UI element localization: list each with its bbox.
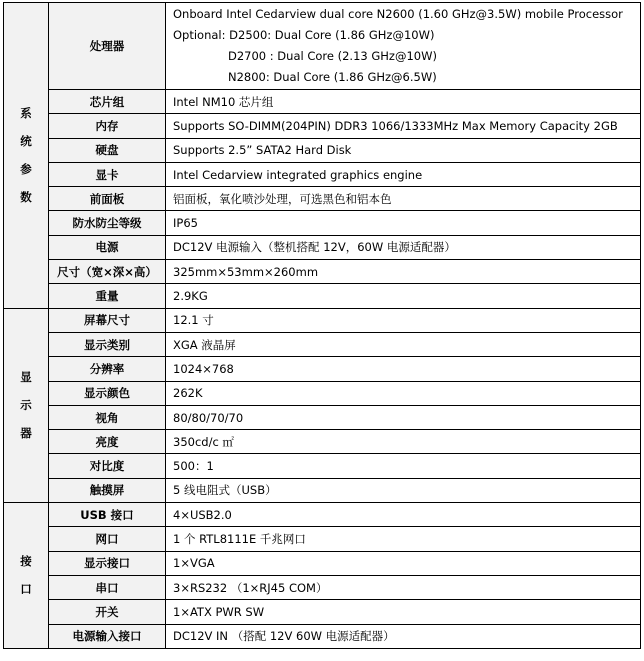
table-row bbox=[4, 3, 641, 90]
table-row bbox=[4, 503, 641, 527]
row-label: 网口 bbox=[49, 527, 166, 551]
row-value: 80/80/70/70 bbox=[166, 405, 641, 429]
row-label: 芯片组 bbox=[49, 90, 166, 114]
row-value: Supports 2.5” SATA2 Hard Disk bbox=[166, 138, 641, 162]
row-label: USB 接口 bbox=[49, 503, 166, 527]
table-row bbox=[4, 357, 641, 381]
table-row bbox=[4, 430, 641, 454]
row-label: 视角 bbox=[49, 405, 166, 429]
section-interfaces bbox=[4, 503, 49, 649]
section-char: 数 bbox=[20, 190, 32, 205]
row-label: 分辨率 bbox=[49, 357, 166, 381]
row-value: Intel NM10 芯片组 bbox=[166, 90, 641, 114]
table-row bbox=[4, 454, 641, 478]
section-char: 显 bbox=[20, 370, 32, 385]
row-value: 325mm×53mm×260mm bbox=[166, 260, 641, 284]
row-label: 对比度 bbox=[49, 454, 166, 478]
row-label: 电源 bbox=[49, 235, 166, 259]
row-value: 1×VGA bbox=[166, 551, 641, 575]
table-row bbox=[4, 575, 641, 599]
row-value: 3×RS232 （1×RJ45 COM） bbox=[166, 575, 641, 599]
row-label: 触摸屏 bbox=[49, 478, 166, 502]
table-row bbox=[4, 405, 641, 429]
row-value: 1×ATX PWR SW bbox=[166, 600, 641, 624]
section-display bbox=[4, 308, 49, 502]
table-row bbox=[4, 211, 641, 235]
row-label: 内存 bbox=[49, 114, 166, 138]
table-row bbox=[4, 381, 641, 405]
row-value: 262K bbox=[166, 381, 641, 405]
row-label: 前面板 bbox=[49, 187, 166, 211]
row-label: 电源输入接口 bbox=[49, 624, 166, 648]
table-row bbox=[4, 260, 641, 284]
table-row bbox=[4, 478, 641, 502]
row-value: XGA 液晶屏 bbox=[166, 332, 641, 356]
row-label: 硬盘 bbox=[49, 138, 166, 162]
row-value: 1024×768 bbox=[166, 357, 641, 381]
row-label: 亮度 bbox=[49, 430, 166, 454]
row-value: 500：1 bbox=[166, 454, 641, 478]
table-row bbox=[4, 90, 641, 114]
row-label: 显示颜色 bbox=[49, 381, 166, 405]
row-label: 开关 bbox=[49, 600, 166, 624]
table-row bbox=[4, 527, 641, 551]
row-label: 重量 bbox=[49, 284, 166, 308]
row-label: 串口 bbox=[49, 575, 166, 599]
row-value: 1 个 RTL8111E 千兆网口 bbox=[166, 527, 641, 551]
row-value: DC12V IN （搭配 12V 60W 电源适配器） bbox=[166, 624, 641, 648]
row-label: 屏幕尺寸 bbox=[49, 308, 166, 332]
row-label: 处理器 bbox=[49, 3, 166, 90]
table-row bbox=[4, 187, 641, 211]
row-label: 尺寸（宽×深×高） bbox=[49, 260, 166, 284]
section-char: 接 bbox=[20, 554, 32, 569]
spec-table bbox=[3, 2, 641, 649]
table-row bbox=[4, 332, 641, 356]
table-row bbox=[4, 114, 641, 138]
row-value: 4×USB2.0 bbox=[166, 503, 641, 527]
row-label: 显示类别 bbox=[49, 332, 166, 356]
section-char: 统 bbox=[20, 134, 32, 149]
section-char: 口 bbox=[20, 582, 32, 597]
row-value: DC12V 电源输入（整机搭配 12V，60W 电源适配器） bbox=[166, 235, 641, 259]
row-value: 12.1 寸 bbox=[166, 308, 641, 332]
row-value: 350cd/c ㎡ bbox=[166, 430, 641, 454]
table-row bbox=[4, 551, 641, 575]
table-row bbox=[4, 235, 641, 259]
cpu-line: Onboard Intel Cedarview dual core N2600 (1.60 GHz@3.5W) mobile Processor bbox=[173, 7, 623, 21]
row-value: 2.9KG bbox=[166, 284, 641, 308]
row-label: 防水防尘等级 bbox=[49, 211, 166, 235]
table-row bbox=[4, 600, 641, 624]
table-row bbox=[4, 308, 641, 332]
section-system-params bbox=[4, 3, 49, 309]
cpu-line: Optional: D2500: Dual Core (1.86 GHz@10W) bbox=[173, 28, 435, 42]
row-value: IP65 bbox=[166, 211, 641, 235]
section-char: 器 bbox=[20, 426, 32, 441]
table-row bbox=[4, 138, 641, 162]
section-char: 示 bbox=[20, 398, 32, 413]
section-char: 参 bbox=[20, 162, 32, 177]
cpu-line: N2800: Dual Core (1.86 GHz@6.5W) bbox=[228, 70, 437, 84]
row-value: Supports SO-DIMM(204PIN) DDR3 1066/1333MHz Max Memory Capacity 2GB bbox=[166, 114, 641, 138]
row-value-cpu bbox=[166, 3, 641, 90]
row-label: 显示接口 bbox=[49, 551, 166, 575]
row-value: 5 线电阻式（USB） bbox=[166, 478, 641, 502]
table-row bbox=[4, 284, 641, 308]
table-row bbox=[4, 624, 641, 648]
cpu-line: D2700 : Dual Core (2.13 GHz@10W) bbox=[228, 49, 437, 63]
section-char: 系 bbox=[20, 106, 32, 121]
row-label: 显卡 bbox=[49, 162, 166, 186]
table-row bbox=[4, 162, 641, 186]
row-value: 铝面板，氧化喷沙处理，可选黑色和铝本色 bbox=[166, 187, 641, 211]
row-value: Intel Cedarview integrated graphics engine bbox=[166, 162, 641, 186]
